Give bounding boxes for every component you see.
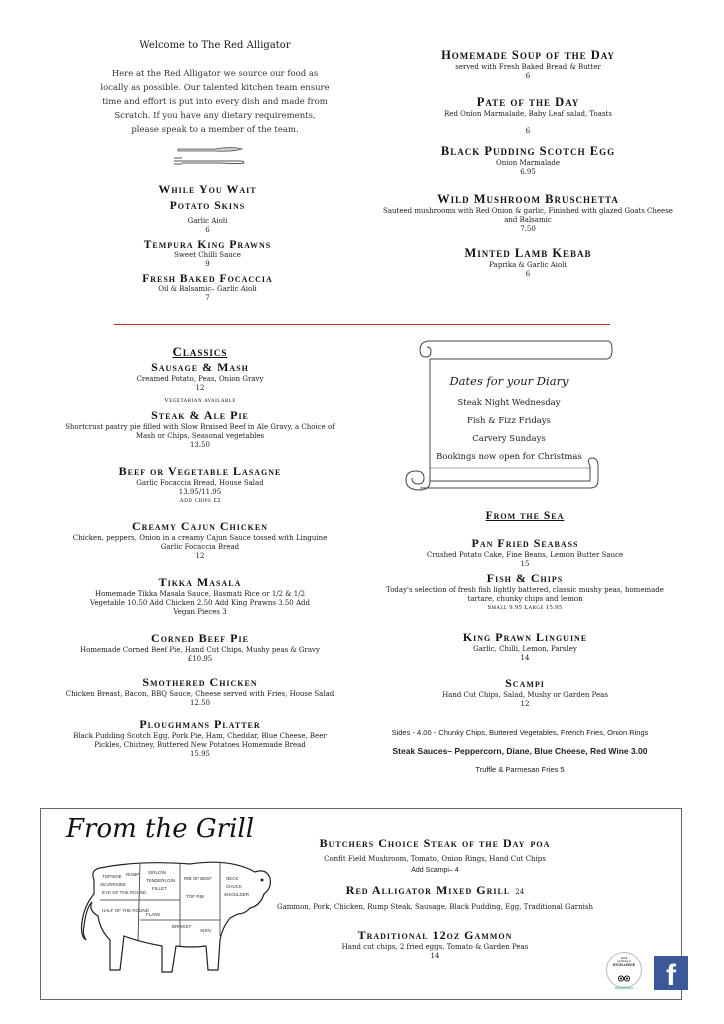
classic-price: 13.50: [189, 441, 211, 449]
grill-item-price: 14: [430, 952, 440, 960]
grill-section: [270, 832, 600, 961]
welcome-title: Welcome to The Red Alligator: [139, 40, 291, 51]
starter-name: Wild Mushroom Bruschetta: [437, 192, 619, 206]
classic-item: [65, 360, 335, 405]
sea-item-name: Pan Fried Seabass: [471, 536, 579, 550]
diary-title: Dates for your Diary: [449, 374, 569, 388]
grill-item: [270, 928, 600, 961]
classic-price: 12: [195, 552, 205, 560]
classic-item: [65, 717, 335, 759]
classic-desc: Chicken, peppers, Onion in a creamy Cajun Sauce tossed with Linguine Garlic Focaccia Bread: [72, 534, 328, 551]
classic-desc: Chicken Breast, Bacon, BBQ Sauce, Cheese served with Fries, House Salad: [65, 690, 335, 698]
cow-label: FILLET: [152, 886, 167, 891]
tripadvisor-brand: tripadvisor: [614, 985, 634, 990]
wyw-item-price: 9: [205, 260, 210, 268]
wyw-item-desc: Garlic Aioli: [187, 217, 228, 225]
starter-desc: Sauteed mushrooms with Red Onion & garlic, Finished with glazed Goats Cheese and Balsamic: [383, 207, 673, 224]
sea-item-desc: Today's selection of fresh fish lightly battered, classic mushy peas, homemade tartare, chunky chips and lemon: [386, 586, 664, 603]
classic-item: [65, 631, 335, 664]
wyw-item: [100, 273, 315, 303]
grill-item-extra: Add Scampi– 4: [411, 867, 459, 874]
classic-item: [65, 575, 335, 617]
sea-title: From the Sea: [485, 510, 565, 522]
starter-desc: Onion Marmalade: [496, 159, 560, 167]
classic-desc: Garlic Focaccia Bread, House Salad: [136, 479, 264, 487]
cow-label: SILVERSIDE: [100, 882, 127, 887]
cow-label: TOP RIB: [186, 894, 204, 899]
fries-line: Truffle & Parmesan Fries 5: [475, 765, 565, 774]
grill-item-name: Traditional 12oz Gammon: [357, 928, 513, 942]
wyw-item: [100, 200, 315, 235]
sea-item-desc: Crushed Potato Cake, Fine Beans, Lemon Butter Sauce: [426, 551, 624, 559]
starters-section: [378, 48, 678, 279]
starter-item: [378, 192, 678, 234]
classic-name: Ploughmans Platter: [139, 717, 261, 731]
starter-item: [378, 48, 678, 81]
sea-item-desc: Hand Cut Chips, Salad, Mushy or Garden Peas: [442, 691, 608, 699]
classic-note: Vegetarian available: [164, 397, 236, 404]
cow-label: RIB OF BEEF: [184, 876, 213, 881]
starter-item: [378, 144, 678, 177]
while-you-wait-section: [100, 182, 315, 303]
tripadvisor-excellence: EXCELLENCE: [612, 963, 636, 967]
sea-section: [372, 510, 678, 709]
grill-item-heading: [270, 832, 600, 851]
classic-item: [65, 464, 335, 505]
while-you-wait-title: While You Wait: [158, 182, 257, 196]
wyw-item-name: Fresh Baked Focaccia: [142, 273, 273, 285]
starter-price: 6.95: [520, 168, 536, 176]
starter-name: Homemade Soup of the Day: [441, 48, 615, 62]
classic-desc: Shortcrust pastry pie filled with Slow Braised Beef in Ale Gravy, a Choice of Mash or Chips, Seasonal vegetables: [65, 423, 335, 440]
welcome-block: [100, 40, 330, 137]
grill-item: [270, 879, 600, 912]
cow-label: SIRLOIN: [148, 870, 167, 875]
diary-item: Steak Night Wednesday: [457, 398, 561, 408]
classic-name: Smothered Chicken: [142, 675, 258, 689]
sea-item-price: 15: [520, 560, 530, 568]
wyw-item-name: Tempura King Prawns: [143, 239, 272, 251]
classic-price: £10.95: [187, 655, 213, 663]
classics-title: Classics: [172, 344, 228, 359]
classic-item: [65, 408, 335, 450]
classic-price: 12: [195, 384, 205, 392]
classic-desc: Homemade Tikka Masala Sauce, Basmati Rice or 1/2 & 1/2 Vegetable 10.50 Add Chicken 2.50 Add King Prawns 3.50 Add Vegan Pieces 3: [89, 590, 310, 616]
wyw-item-desc: Oil & Balsamic– Garlic Aioli: [158, 285, 257, 293]
diary-item: Bookings now open for Christmas: [436, 452, 582, 462]
classic-name: Creamy Cajun Chicken: [132, 519, 268, 533]
classic-name: Tikka Masala: [158, 575, 242, 589]
starter-price: 7.50: [520, 225, 536, 233]
sea-item-desc: Garlic, Chilli, Lemon, Parsley: [473, 645, 577, 653]
starter-desc: served with Fresh Baked Bread & Butter: [455, 63, 601, 71]
cow-label: NECK: [226, 876, 239, 881]
sea-item: [372, 571, 678, 612]
classic-desc: Black Pudding Scotch Egg, Pork Pie, Ham, Cheddar, Blue Cheese, Beer Pickles, Chutney, Buttered New Potatoes Homemade Bread: [73, 732, 327, 749]
facebook-icon[interactable]: f: [654, 956, 688, 990]
tripadvisor-subtitle: Certificate of: [616, 960, 632, 963]
diary-section: [430, 374, 588, 466]
sea-item: [372, 536, 678, 569]
cow-label: SHIN: [200, 928, 211, 933]
starter-price: 6: [525, 72, 531, 80]
classics-section: [65, 344, 335, 759]
sauces-line: Steak Sauces– Peppercorn, Diane, Blue Cheese, Red Wine 3.00: [392, 746, 648, 756]
grill-item-name: Red Alligator Mixed Grill: [345, 883, 511, 897]
sides-line: Sides - 4.00 - Chunky Chips, Buttered Vegetables, French Fries, Onion Rings: [391, 728, 649, 737]
wyw-item: [100, 239, 315, 269]
wyw-item-name: Potato Skins: [169, 200, 246, 212]
starter-price: 6: [525, 270, 531, 278]
classic-name: Beef or Vegetable Lasagne: [118, 464, 282, 478]
classic-name: Corned Beef Pie: [151, 631, 249, 645]
wyw-item-price: 6: [205, 226, 210, 234]
grill-item-name: Butchers Choice Steak of the Day: [319, 836, 526, 850]
sea-item: [372, 630, 678, 663]
starter-name: Black Pudding Scotch Egg: [440, 144, 616, 158]
grill-item-price: 24: [515, 888, 525, 896]
grill-item-desc: Gammon, Pork, Chicken, Rump Steak, Sausage, Black Pudding, Egg, Traditional Garnish: [277, 903, 593, 911]
classic-desc: Homemade Corned Beef Pie, Hand Cut Chips, Mushy peas & Gravy: [80, 646, 320, 654]
cow-label: SHOULDER: [224, 892, 250, 897]
cow-label: RUMP: [126, 872, 140, 877]
sea-item-price: 12: [520, 700, 530, 708]
sea-item-name: Scampi: [505, 676, 545, 690]
classic-price: 13.95/11.95: [178, 488, 222, 496]
cow-label: FLANK: [146, 912, 161, 917]
wyw-item-price: 7: [205, 294, 210, 302]
starter-name: Pate of the Day: [476, 95, 580, 109]
grill-item-price: POA: [530, 840, 551, 849]
cow-label: CHUCK: [226, 884, 243, 889]
tripadvisor-year: 2018: [620, 956, 628, 960]
starter-desc: Red Onion Marmalade, Baby Leaf salad, Toasts: [444, 110, 612, 118]
grill-item: [270, 832, 600, 874]
wyw-item-desc: Sweet Chilli Sauce: [174, 251, 241, 259]
starter-item: [378, 95, 678, 136]
tripadvisor-badge[interactable]: [606, 952, 642, 988]
section-divider: [114, 324, 610, 325]
cutlery-icon: [170, 143, 250, 169]
cow-label: TENDERLOIN: [146, 878, 176, 883]
cow-label: HALF OF THE ROUND: [102, 908, 149, 913]
cow-cuts-diagram: [80, 850, 276, 982]
classic-note: Add chips £2: [179, 497, 221, 504]
classic-item: [65, 519, 335, 561]
classic-name: Sausage & Mash: [151, 360, 249, 374]
cow-label: EYE OF THE ROUND: [102, 890, 147, 895]
classic-price: 12.50: [189, 699, 211, 707]
grill-item-desc: Hand cut chips, 2 fried eggs, Tomato & Garden Peas: [341, 943, 529, 951]
classic-name: Steak & Ale Pie: [151, 408, 249, 422]
starter-price: 6: [525, 127, 531, 135]
sea-item-name: Fish & Chips: [486, 571, 564, 585]
tripadvisor-owl-icon: [617, 975, 631, 982]
sea-item-price: 14: [520, 654, 530, 662]
classic-desc: Creamed Potato, Peas, Onion Gravy: [136, 375, 264, 383]
sea-item-name: King Prawn Linguine: [462, 630, 588, 644]
sea-item-price: Small 9.95 Large 15.95: [487, 604, 563, 611]
diary-item: Fish & Fizz Fridays: [466, 416, 552, 426]
diary-item: Carvery Sundays: [472, 434, 546, 444]
starter-name: Minted Lamb Kebab: [464, 246, 592, 260]
cow-label: BRISKET: [172, 924, 192, 929]
cow-label: TOPSIDE: [102, 874, 122, 879]
starter-desc: Paprika & Garlic Aioli: [489, 261, 567, 269]
classic-item: [65, 675, 335, 708]
grill-title: From the Grill: [66, 814, 255, 844]
welcome-text: Here at the Red Alligator we source our food as locally as possible. Our talented kitchen team ensure time and effort is put into every dish and made from Scratch. If you have any dietary requirements, please speak to a member of the team.: [100, 69, 330, 135]
grill-item-desc: Confit Field Mushroom, Tomato, Onion Rings, Hand Cut Chips: [324, 855, 546, 863]
classic-price: 15.95: [189, 750, 211, 758]
sea-item: [372, 676, 678, 709]
starter-item: [378, 246, 678, 279]
grill-item-heading: [270, 879, 600, 898]
